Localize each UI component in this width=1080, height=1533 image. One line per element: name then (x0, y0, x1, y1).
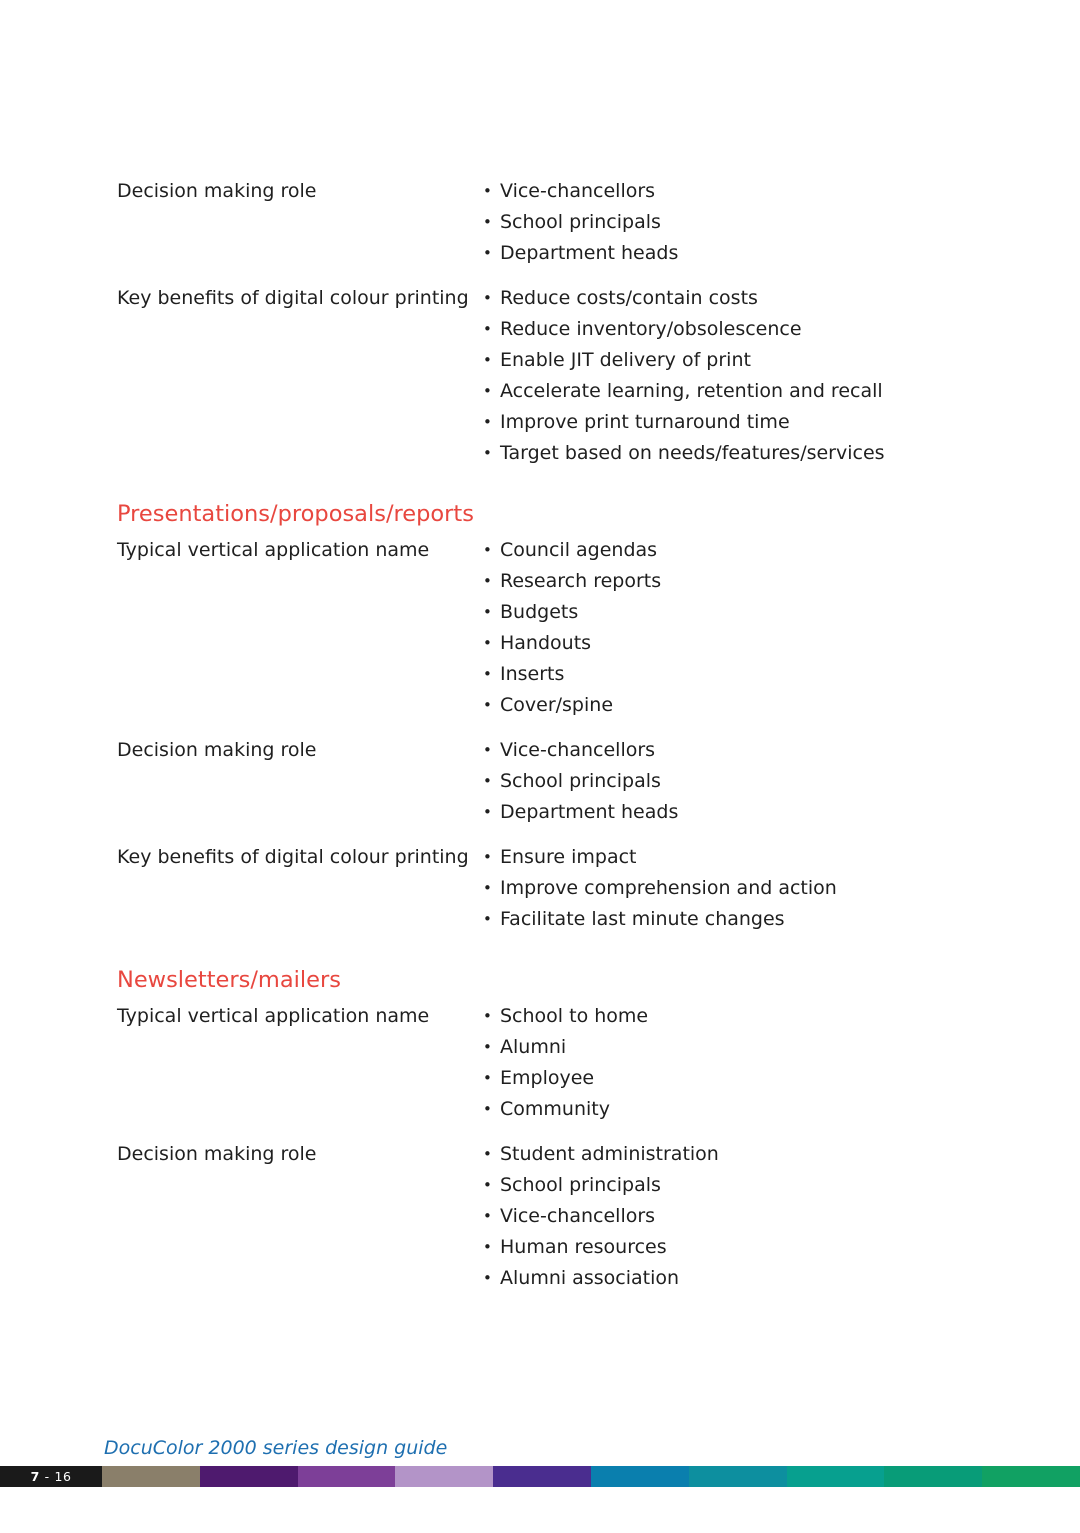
color-swatch (884, 1466, 982, 1487)
bullet-icon: • (483, 603, 492, 621)
bullet-item (483, 407, 885, 438)
bullet-icon: • (483, 382, 492, 400)
bullet-icon: • (483, 1038, 492, 1056)
bullet-text: Employee (500, 1067, 595, 1089)
section (117, 499, 977, 935)
bullet-icon: • (483, 1238, 492, 1256)
bullet-item (483, 566, 661, 597)
bullet-text: Cover/spine (500, 694, 614, 716)
bullet-text: Reduce costs/contain costs (500, 287, 758, 309)
guide-title: DocuColor 2000 series design guide (104, 1437, 448, 1459)
document-body (117, 176, 977, 1294)
attribute-label: Decision making role (117, 739, 317, 761)
bullet-list (483, 1001, 648, 1125)
bullet-item (483, 1232, 719, 1263)
color-swatch (298, 1466, 396, 1487)
bullet-text: Alumni (500, 1036, 567, 1058)
page-number-separator: - (44, 1469, 50, 1484)
bullet-text: Vice-chancellors (500, 1205, 656, 1227)
attribute-row (117, 1001, 977, 1125)
bullet-item (483, 842, 837, 873)
bullet-item (483, 873, 837, 904)
bullet-text: Facilitate last minute changes (500, 908, 785, 930)
bullet-item (483, 238, 678, 269)
attribute-label: Key benefits of digital colour printing (117, 287, 469, 309)
bullet-icon: • (483, 413, 492, 431)
bullet-icon: • (483, 910, 492, 928)
bullet-item (483, 690, 661, 721)
bullet-text: Inserts (500, 663, 565, 685)
bullet-text: Reduce inventory/obsolescence (500, 318, 802, 340)
bullet-icon: • (483, 1207, 492, 1225)
bullet-item (483, 1170, 719, 1201)
bullet-list (483, 283, 885, 469)
attribute-row (117, 176, 977, 269)
bullet-text: Target based on needs/features/services (500, 442, 885, 464)
bullet-list (483, 176, 678, 269)
bullet-item (483, 797, 678, 828)
bullet-icon: • (483, 1176, 492, 1194)
bullet-icon: • (483, 320, 492, 338)
bullet-text: Research reports (500, 570, 662, 592)
bullet-text: Improve comprehension and action (500, 877, 837, 899)
bullet-icon: • (483, 444, 492, 462)
chapter-number: 7 (30, 1469, 40, 1484)
bullet-icon: • (483, 772, 492, 790)
bullet-item (483, 1263, 719, 1294)
bullet-item (483, 438, 885, 469)
bullet-text: School principals (500, 211, 661, 233)
bullet-item (483, 597, 661, 628)
bullet-text: School principals (500, 1174, 661, 1196)
bullet-item (483, 1032, 648, 1063)
attribute-row (117, 735, 977, 828)
bullet-item (483, 376, 885, 407)
bullet-icon: • (483, 1100, 492, 1118)
bullet-icon: • (483, 351, 492, 369)
color-swatch (591, 1466, 689, 1487)
bullet-icon: • (483, 541, 492, 559)
bullet-list (483, 735, 678, 828)
bullet-icon: • (483, 1269, 492, 1287)
page-number-value: 16 (54, 1469, 72, 1484)
bullet-item (483, 314, 885, 345)
bullet-item (483, 1063, 648, 1094)
color-swatch (689, 1466, 787, 1487)
color-swatch (787, 1466, 885, 1487)
bullet-text: Vice-chancellors (500, 739, 656, 761)
bullet-item (483, 904, 837, 935)
attribute-row (117, 535, 977, 721)
bullet-icon: • (483, 665, 492, 683)
bullet-icon: • (483, 213, 492, 231)
bullet-text: Department heads (500, 801, 679, 823)
bullet-text: Improve print turnaround time (500, 411, 790, 433)
bullet-item (483, 1001, 648, 1032)
attribute-label: Typical vertical application name (117, 539, 430, 561)
bullet-text: Ensure impact (500, 846, 637, 868)
bullet-text: School principals (500, 770, 661, 792)
color-swatch (395, 1466, 493, 1487)
section-heading: Presentations/proposals/reports (117, 501, 474, 527)
attribute-label: Typical vertical application name (117, 1005, 430, 1027)
bullet-text: Vice-chancellors (500, 180, 656, 202)
attribute-label: Decision making role (117, 1143, 317, 1165)
bullet-text: Human resources (500, 1236, 667, 1258)
section (117, 965, 977, 1294)
bullet-icon: • (483, 182, 492, 200)
color-swatch (102, 1466, 200, 1487)
color-swatch (982, 1466, 1080, 1487)
bullet-text: School to home (500, 1005, 649, 1027)
footer-color-bar (0, 1466, 1080, 1487)
bullet-icon: • (483, 879, 492, 897)
bullet-item (483, 207, 678, 238)
bullet-icon: • (483, 289, 492, 307)
bullet-icon: • (483, 634, 492, 652)
bullet-item (483, 1201, 719, 1232)
attribute-row (117, 1139, 977, 1294)
bullet-text: Council agendas (500, 539, 658, 561)
bullet-text: Accelerate learning, retention and recall (500, 380, 883, 402)
bullet-text: Department heads (500, 242, 679, 264)
bullet-icon: • (483, 572, 492, 590)
bullet-icon: • (483, 1145, 492, 1163)
page-number (0, 1466, 102, 1487)
bullet-item (483, 766, 678, 797)
section-heading: Newsletters/mailers (117, 967, 341, 993)
bullet-text: Student administration (500, 1143, 719, 1165)
bullet-list (483, 1139, 719, 1294)
bullet-item (483, 735, 678, 766)
bullet-icon: • (483, 803, 492, 821)
bullet-item (483, 628, 661, 659)
bullet-text: Budgets (500, 601, 579, 623)
bullet-item (483, 283, 885, 314)
bullet-item (483, 345, 885, 376)
bullet-icon: • (483, 244, 492, 262)
bullet-text: Community (500, 1098, 610, 1120)
bullet-item (483, 659, 661, 690)
attribute-row (117, 283, 977, 469)
attribute-label: Decision making role (117, 180, 317, 202)
bullet-icon: • (483, 741, 492, 759)
bullet-item (483, 535, 661, 566)
bullet-item (483, 176, 678, 207)
bullet-text: Alumni association (500, 1267, 680, 1289)
section (117, 176, 977, 469)
bullet-icon: • (483, 1007, 492, 1025)
color-swatch (493, 1466, 591, 1487)
color-swatch (200, 1466, 298, 1487)
attribute-row (117, 842, 977, 935)
bullet-text: Handouts (500, 632, 592, 654)
bullet-item (483, 1139, 719, 1170)
bullet-icon: • (483, 848, 492, 866)
attribute-label: Key benefits of digital colour printing (117, 846, 469, 868)
bullet-list (483, 842, 837, 935)
bullet-icon: • (483, 696, 492, 714)
bullet-list (483, 535, 661, 721)
bullet-text: Enable JIT delivery of print (500, 349, 751, 371)
bullet-icon: • (483, 1069, 492, 1087)
bullet-item (483, 1094, 648, 1125)
